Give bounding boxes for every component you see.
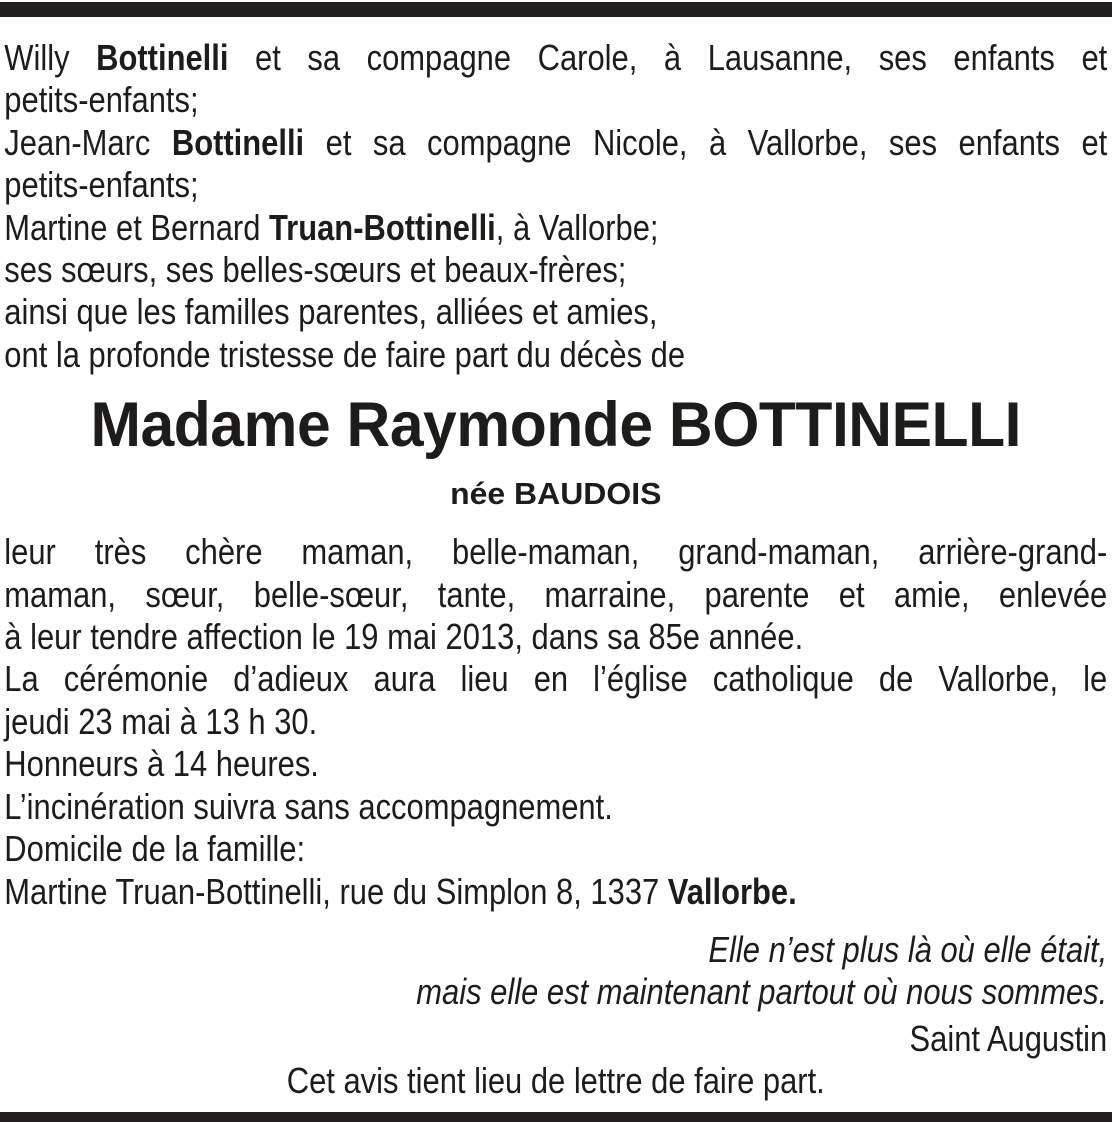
notice-line bbox=[4, 207, 1107, 249]
text-segment: et sa compagne Carole, à Lausanne, ses enfants et bbox=[228, 37, 1108, 78]
text-segment: Domicile de la famille: bbox=[4, 828, 306, 870]
text-segment: jeudi 23 mai à 13 h 30. bbox=[4, 700, 318, 742]
notice-line bbox=[4, 164, 1107, 206]
text-segment: petits-enfants; bbox=[4, 79, 199, 121]
notice-line bbox=[4, 616, 1107, 658]
quote-line-2: mais elle est maintenant partout où nous sommes. bbox=[416, 970, 1108, 1012]
text-segment: à leur tendre affection le 19 mai 2013, dans sa 85e année. bbox=[4, 616, 804, 658]
text-segment: L’incinération suivra sans accompagnement. bbox=[4, 785, 613, 827]
notice-line bbox=[4, 249, 1107, 291]
text-segment: , à Vallorbe; bbox=[495, 206, 659, 248]
text-segment: Martine Truan-Bottinelli, rue du Simplon 8, 1337 bbox=[4, 870, 668, 912]
text-segment: ainsi que les familles parentes, alliées et amies, bbox=[4, 291, 658, 333]
notice-line bbox=[4, 658, 1107, 700]
notice-line bbox=[4, 871, 1107, 913]
text-segment: ont la profonde tristesse de faire part du décès de bbox=[4, 333, 686, 375]
footer-note: Cet avis tient lieu de lettre de faire part. bbox=[286, 1059, 825, 1101]
quote-attribution: Saint Augustin bbox=[909, 1017, 1108, 1059]
text-segment: La cérémonie d’adieux aura lieu en l’église catholique de Vallorbe, le bbox=[4, 658, 1108, 700]
text-segment: Jean-Marc bbox=[4, 121, 172, 163]
quote-line-1: Elle n’est plus là où elle était, bbox=[708, 928, 1108, 970]
notice-content bbox=[0, 37, 1112, 1101]
text-segment: Willy bbox=[4, 37, 97, 78]
deceased-name-title: Madame Raymonde BOTTINELLI bbox=[90, 390, 1021, 461]
family-name-bold: Truan-Bottinelli bbox=[269, 206, 496, 248]
notice-line bbox=[4, 79, 1107, 121]
text-segment: Martine et Bernard bbox=[4, 206, 270, 248]
family-lines bbox=[4, 37, 1107, 376]
bottom-rule bbox=[0, 1112, 1112, 1122]
notice-line bbox=[4, 291, 1107, 333]
text-segment: et sa compagne Nicole, à Vallorbe, ses enfants et bbox=[304, 121, 1108, 163]
notice-line bbox=[4, 531, 1107, 573]
text-segment: leur très chère maman, belle-maman, grand-maman, arrière-grand- bbox=[4, 531, 1108, 573]
family-name-bold: Vallorbe. bbox=[667, 870, 797, 912]
notice-line bbox=[4, 37, 1107, 79]
notice-line bbox=[4, 743, 1107, 785]
notice-line bbox=[4, 701, 1107, 743]
details-lines bbox=[4, 531, 1107, 913]
text-segment: maman, sœur, belle-sœur, tante, marraine, parente et amie, enlevée bbox=[4, 573, 1108, 615]
notice-line bbox=[4, 122, 1107, 164]
maiden-name-subtitle: née BAUDOIS bbox=[450, 476, 662, 512]
text-segment: petits-enfants; bbox=[4, 164, 199, 206]
text-segment: Honneurs à 14 heures. bbox=[4, 743, 319, 785]
notice-line bbox=[4, 828, 1107, 870]
text-segment: ses sœurs, ses belles-sœurs et beaux-frères; bbox=[4, 249, 627, 291]
family-name-bold: Bottinelli bbox=[96, 37, 229, 78]
top-rule bbox=[0, 2, 1112, 17]
notice-line bbox=[4, 574, 1107, 616]
notice-line bbox=[4, 786, 1107, 828]
notice-line bbox=[4, 334, 1107, 376]
family-name-bold: Bottinelli bbox=[171, 121, 305, 163]
quote-block bbox=[4, 929, 1107, 1013]
